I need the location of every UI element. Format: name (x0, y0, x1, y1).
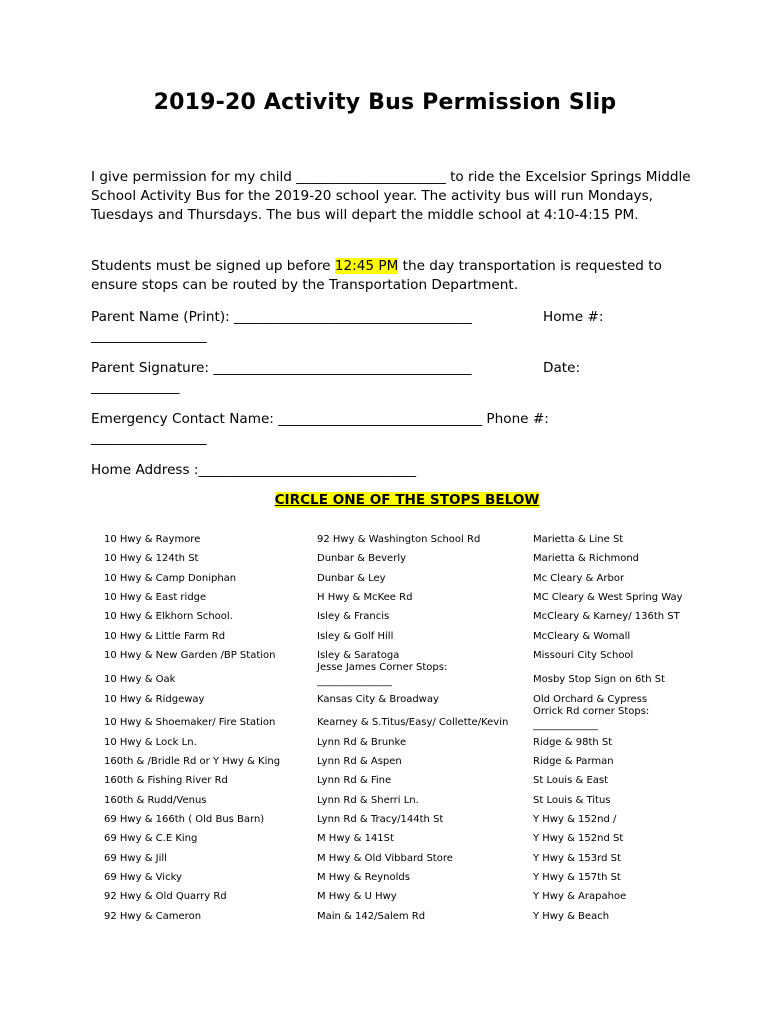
stop-option[interactable]: 10 Hwy & New Garden /BP Station (104, 650, 276, 661)
emergency-contact-field[interactable]: Emergency Contact Name: ______________________________ Phone #: (91, 411, 549, 427)
permission-paragraph: I give permission for my child ______________________ to ride the Excelsior Springs Middle School Activity Bus for the 2019-20 school year. The activity bus will run Mondays, Tuesdays and Thursdays. The bus will depart the middle school at 4:10-4:15 PM. (91, 169, 691, 223)
parent-signature-field[interactable]: Parent Signature: ______________________________________ (91, 360, 472, 376)
stop-option[interactable]: 10 Hwy & Ridgeway (104, 694, 205, 705)
stop-option[interactable]: Lynn Rd & Tracy/144th St (317, 814, 444, 825)
stop-option[interactable]: 69 Hwy & Vicky (104, 872, 182, 883)
deadline-text-before: Students must be signed up before (91, 258, 335, 274)
home-address-row (91, 461, 691, 480)
stop-option[interactable]: 10 Hwy & Raymore (104, 534, 201, 545)
stop-option[interactable]: 92 Hwy & Old Quarry Rd (104, 891, 227, 902)
stop-option[interactable]: McCleary & Karney/ 136th ST (533, 611, 680, 622)
stop-option[interactable]: Mc Cleary & Arbor (533, 573, 625, 584)
stop-option[interactable]: 10 Hwy & Oak (104, 674, 176, 685)
home-phone-field[interactable]: _________________ (91, 328, 207, 344)
parent-name-field[interactable]: Parent Name (Print): ___________________________________ (91, 309, 472, 325)
parent-signature-row (91, 359, 691, 378)
deadline-paragraph (91, 257, 691, 295)
stop-option[interactable]: 10 Hwy & Camp Doniphan (104, 573, 237, 584)
stop-option[interactable]: 160th & Fishing River Rd (104, 775, 228, 786)
stop-option[interactable]: Y Hwy & 157th St (533, 872, 621, 883)
deadline-time-highlight: 12:45 PM (334, 258, 399, 274)
stop-option[interactable]: Lynn Rd & Sherri Ln. (317, 795, 419, 806)
stop-option[interactable]: Lynn Rd & Aspen (317, 756, 402, 767)
stop-option[interactable]: Isley & Saratoga (317, 650, 400, 661)
stop-option[interactable]: Missouri City School (533, 650, 634, 661)
stop-option[interactable]: McCleary & Womall (533, 631, 631, 642)
stop-option[interactable]: Ridge & 98th St (533, 737, 613, 748)
emergency-contact-row (91, 410, 691, 429)
stop-option[interactable]: 92 Hwy & Cameron (104, 911, 202, 922)
stop-option[interactable]: Y Hwy & Beach (533, 911, 610, 922)
stop-option[interactable]: H Hwy & McKee Rd (317, 592, 413, 603)
stop-option[interactable]: Orrick Rd corner Stops: (533, 706, 650, 717)
stop-option[interactable]: Y Hwy & Arapahoe (533, 891, 627, 902)
stop-option[interactable]: Main & 142/Salem Rd (317, 911, 426, 922)
stops-heading-text: CIRCLE ONE OF THE STOPS BELOW (274, 492, 540, 508)
stop-option[interactable]: Jesse James Corner Stops: (317, 662, 448, 673)
stop-option[interactable]: Y Hwy & 152nd St (533, 833, 624, 844)
stop-blank-line[interactable]: _______________ (317, 676, 392, 687)
stop-option[interactable]: Mosby Stop Sign on 6th St (533, 674, 666, 685)
stop-option[interactable]: St Louis & Titus (533, 795, 611, 806)
stop-option[interactable]: 92 Hwy & Washington School Rd (317, 534, 481, 545)
date-field[interactable]: _____________ (91, 379, 180, 395)
stop-option[interactable]: M Hwy & U Hwy (317, 891, 397, 902)
stop-option[interactable]: 160th & Rudd/Venus (104, 795, 207, 806)
parent-name-row (91, 308, 691, 327)
stop-option[interactable]: M Hwy & 141St (317, 833, 394, 844)
stop-option[interactable]: Lynn Rd & Fine (317, 775, 392, 786)
deadline-text-after: the day transportation is requested to ensure stops can be routed by the Transportation Department. (91, 258, 662, 293)
stop-option[interactable]: 69 Hwy & Jill (104, 853, 167, 864)
emergency-phone-field[interactable]: _________________ (91, 430, 207, 446)
home-phone-label: Home #: (543, 309, 604, 325)
stop-option[interactable]: Marietta & Richmond (533, 553, 640, 564)
stop-blank-line[interactable]: _____________ (533, 720, 598, 731)
stop-option[interactable]: Ridge & Parman (533, 756, 614, 767)
stop-option[interactable]: 10 Hwy & Shoemaker/ Fire Station (104, 717, 276, 728)
stop-option[interactable]: St Louis & East (533, 775, 609, 786)
stop-option[interactable]: Lynn Rd & Brunke (317, 737, 407, 748)
stop-option[interactable]: Marietta & Line St (533, 534, 624, 545)
stop-option[interactable]: 69 Hwy & 166th ( Old Bus Barn) (104, 814, 265, 825)
stop-option[interactable]: Kansas City & Broadway (317, 694, 439, 705)
stop-option[interactable]: M Hwy & Old Vibbard Store (317, 853, 453, 864)
stop-option[interactable]: 10 Hwy & East ridge (104, 592, 207, 603)
stop-option[interactable]: M Hwy & Reynolds (317, 872, 410, 883)
stop-option[interactable]: Y Hwy & 153rd St (533, 853, 621, 864)
stops-heading (0, 492, 770, 508)
stop-option[interactable]: 10 Hwy & Lock Ln. (104, 737, 197, 748)
stop-option[interactable]: Kearney & S.Titus/Easy/ Collette/Kevin (317, 717, 509, 728)
stop-option[interactable]: 10 Hwy & 124th St (104, 553, 199, 564)
stop-option[interactable]: 69 Hwy & C.E King (104, 833, 198, 844)
stop-option[interactable]: 10 Hwy & Little Farm Rd (104, 631, 226, 642)
date-label: Date: (543, 360, 581, 376)
stop-option[interactable]: 160th & /Bridle Rd or Y Hwy & King (104, 756, 281, 767)
stop-option[interactable]: Y Hwy & 152nd / (533, 814, 617, 825)
stop-option[interactable]: MC Cleary & West Spring Way (533, 592, 683, 603)
stop-option[interactable]: Old Orchard & Cypress (533, 694, 648, 705)
page-title: 2019-20 Activity Bus Permission Slip (153, 90, 617, 115)
stop-option[interactable]: Dunbar & Beverly (317, 553, 407, 564)
home-address-field[interactable]: Home Address :________________________________ (91, 462, 417, 478)
stop-option[interactable]: Isley & Golf Hill (317, 631, 394, 642)
stop-option[interactable]: Dunbar & Ley (317, 573, 386, 584)
stop-option[interactable]: Isley & Francis (317, 611, 390, 622)
stop-option[interactable]: 10 Hwy & Elkhorn School. (104, 611, 233, 622)
